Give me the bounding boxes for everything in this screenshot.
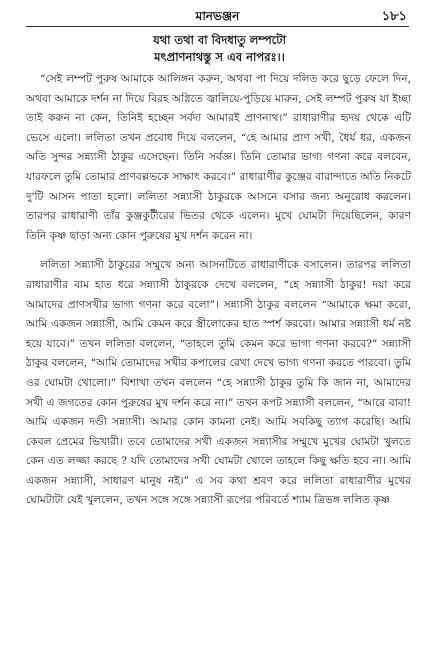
verse-line-2: মৎপ্রাণনাথস্তু স এব নাপরঃ।।: [154, 50, 285, 64]
page-number: ১৮১: [381, 9, 407, 24]
sanskrit-verse: [26, 32, 413, 66]
paragraph-2: ললিতা সন্ন্যাসী ঠাকুরের সম্মুখে অন্য আসনটিতে রাধারাণীকে বসালেন। তারপর ললিতা রাধারাণীর বাম হাত ধরে সন্ন্যাসী ঠাকুরকে দেখে বললেন, “হে সন্ন্যাসী ঠাকুর! দয়া করে আমাদের প্রাণসখীর ভাগ্য গণনা করে বলো”। সন্ন্যাসী ঠাকুর বললেন “আমাকে ক্ষমা করো, আমি একজন সন্ন্যাসী, আমি কেমন করে স্ত্রীলোকের হাত স্পর্শ করবো। আমার সন্ন্যাসী ধর্ম নষ্ট হয়ে যাবে।” তখন ললিতা বললেন, “তাহলে তুমি কেমন করে ভাগ্য গণনা করবে?” সন্ন্যাসী ঠাকুর বললেন, “আমি তোমাদের সখীর কপালের রেখা দেখে ভাগ্য গণনা করতে পারবো। তুমি ওর ঘোমটা খোলো।” বিশাখা তখন বললেন “হে সন্ন্যাসী ঠাকুর তুমি কি জান না, আমাদের সখী এ জগতের কোন পুরুষের মুখ দর্শন করে না।” তখন কপট সন্ন্যাসী বললেন, “আরে বাবা! আমি একজন দণ্ডী সন্ন্যাসী। আমার কোন কামনা নেই। আমি সবকিছু ত্যাগ করেছি। আমি কেবল প্রেমের ভিখারী। তবে তোমাদের সখী একজন সন্ন্যাসীর সম্মুখে মুখের ঘোমটা খুলতে কেন এত লজ্জা করছে ? যদি তোমাদের সখী ঘোমটা খোলে তাহলে কিছু ক্ষতি হবে না। আমি একজন সন্ন্যাসী, সাধারণ মানুষ নই।” এ সব কথা শ্রবণ করে ললিতা রাধারাণীর মুখের ঘোমটাটা যেই খুললেন, তখন সঙ্গে সঙ্গে সন্ন্যাসী রূপের পরিবর্তে শ্যাম ত্রিভঙ্গ ললিত কৃষ্ণ: [26, 259, 411, 507]
header-title: মানভঞ্জন: [195, 9, 240, 23]
verse-line-1: যথা তথা বা বিদধাতু লম্পটো: [153, 33, 286, 47]
running-header: [26, 6, 409, 27]
paragraph-1: “সেই লম্পট পুরুষ আমাকে আলিঙ্গন করুন, অথবা পা দিয়ে দলিত করে ছুড়ে ফেলে দিন, অথবা আমাকে দর্শন না দিয়ে বিরহ অগ্নিতে জ্বালিয়ে-পুড়িয়ে মারুন, সেই লম্পট পুরুষ যা ইচ্ছা তাই করুন না কেন, তিনিই হচ্ছেন সর্বদা আমারই প্রাণনাথ।” রাধারাণীর হৃদয় থেকে এটি ভেসে এলো। ললিতা তখন প্রবোধ দিয়ে বললেন, “হে আমার প্রাণ সখী, ধৈর্য ধর, একজন অতি সুন্দর সন্ন্যাসী ঠাকুর এসেছেন। তিনি সর্বজ্ঞ। তিনি তোমার ভাগ্য গণনা করে বলবেন, যারফলে তুমি তোমার প্রাণবল্লভকে সাক্ষাৎ করবে।” রাধারাণীর কুঞ্জের বারান্দাতে অতি নিকটে দু'টি আসন পাতা হলো। ললিতা সন্ন্যাসী ঠাকুরকে আসনে বসার জন্য অনুরোধ করলেন। তারপর রাধারাণী তাঁর কুঞ্জকুটীরের ভিতর থেকে এলেন। মুখে ঘোমটা দিয়েছিলেন, কারণ তিনি কৃষ্ণ ছাড়া অন্য কোন পুরুষের মুখ দর্শন করেন না।: [26, 73, 411, 242]
